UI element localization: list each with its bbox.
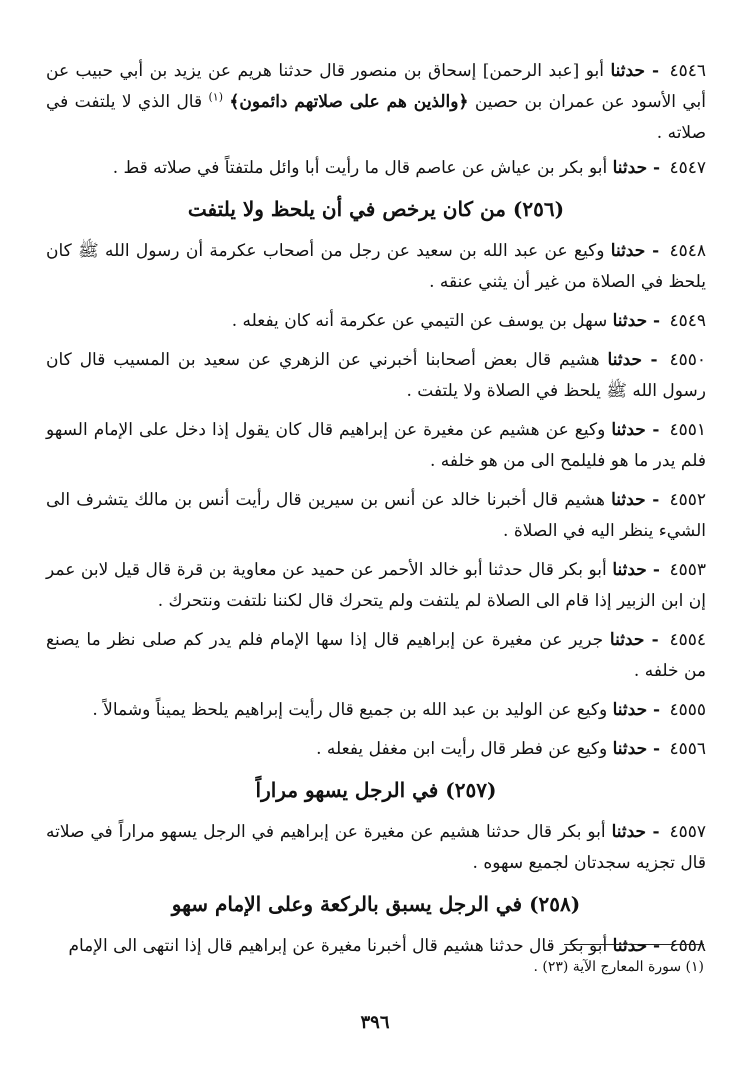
hadith-4549 bbox=[46, 306, 706, 337]
chapter-heading-256: (٢٥٦) من كان يرخص في أن يلحظ ولا يلتفت bbox=[187, 197, 565, 221]
hadith-4552 bbox=[46, 485, 706, 547]
hadith-text: وكيع عن هشيم عن مغيرة عن إبراهيم قال كان يقول إذا دخل على الإمام السهو فلم يدر ما هو فليلمح الى من هو خلفه . bbox=[46, 420, 706, 471]
hadith-lead: - حدثنا bbox=[610, 241, 660, 261]
hadith-number: ٤٥٥٢ bbox=[669, 490, 707, 510]
hadith-number: ٤٥٥٤ bbox=[669, 630, 707, 650]
footnote-divider bbox=[564, 944, 704, 945]
hadith-lead: - حدثنا bbox=[612, 739, 661, 759]
footnote-ref[interactable]: (١) bbox=[208, 90, 224, 104]
hadith-text: هشيم قال بعض أصحابنا أخبرني عن الزهري عن سعيد بن المسيب قال كان رسول الله ﷺ يلحظ في الصلاة ولا يلتفت . bbox=[46, 350, 706, 401]
hadith-number: ٤٥٥٣ bbox=[669, 560, 707, 580]
hadith-number: ٤٥٤٨ bbox=[669, 241, 707, 261]
hadith-lead: - حدثنا bbox=[610, 61, 659, 81]
hadith-lead: - حدثنا bbox=[612, 560, 660, 580]
hadith-text: جرير عن مغيرة عن إبراهيم قال إذا سها الإمام فلم يدر كم صلى نظر ما يصنع من خلفه . bbox=[46, 630, 706, 681]
hadith-text: وكيع عن فطر قال رأيت ابن مغفل يفعله . bbox=[316, 739, 608, 759]
hadith-number: ٤٥٤٩ bbox=[669, 311, 706, 331]
hadith-text: أبو بكر قال حدثنا هشيم قال أخبرنا مغيرة عن إبراهيم قال إذا انتهى الى الإمام bbox=[68, 936, 608, 956]
hadith-4547 bbox=[46, 153, 706, 184]
hadith-number: ٤٥٥٠ bbox=[669, 350, 706, 370]
hadith-lead: - حدثنا bbox=[609, 630, 659, 650]
hadith-text: قال الذي لا يلتفت في صلاته . bbox=[46, 92, 706, 143]
chapter-heading-257: (٢٥٧) في الرجل يسهو مراراً bbox=[255, 778, 497, 802]
hadith-text: وكيع عن الوليد بن عبد الله بن جميع قال رأيت إبراهيم يلحظ يميناً وشمالاً . bbox=[92, 700, 608, 720]
hadith-lead: - حدثنا bbox=[607, 350, 658, 370]
page-body bbox=[46, 56, 706, 970]
hadith-4553 bbox=[46, 555, 706, 617]
hadith-4550 bbox=[46, 345, 706, 407]
hadith-lead: - حدثنا bbox=[611, 420, 660, 440]
hadith-4557 bbox=[46, 817, 706, 879]
hadith-4548 bbox=[46, 236, 706, 298]
hadith-4546 bbox=[46, 56, 706, 149]
hadith-number: ٤٥٥٨ bbox=[669, 936, 706, 956]
hadith-number: ٤٥٤٦ bbox=[669, 61, 707, 81]
footnote: (١) سورة المعارج الآية (٢٣) . bbox=[533, 959, 704, 975]
hadith-text: أبو [عبد الرحمن] إسحاق بن منصور قال حدثنا هريم عن يزيد بن أبي حبيب عن أبي الأسود عن عمران بن حصين bbox=[46, 61, 707, 112]
hadith-lead: - حدثنا bbox=[611, 490, 660, 510]
hadith-number: ٤٥٥٧ bbox=[669, 822, 707, 842]
page-number: ٣٩٦ bbox=[360, 1012, 390, 1033]
chapter-heading-258: (٢٥٨) في الرجل يسبق بالركعة وعلى الإمام سهو bbox=[171, 892, 581, 916]
hadith-lead: - حدثنا bbox=[612, 700, 661, 720]
hadith-number: ٤٥٥٥ bbox=[669, 700, 706, 720]
hadith-lead: - حدثنا bbox=[612, 158, 661, 178]
hadith-lead: - حدثنا bbox=[612, 311, 661, 331]
quran-quote: ﴿والذين هم على صلاتهم دائمون﴾ bbox=[229, 92, 469, 112]
hadith-4555 bbox=[46, 695, 706, 726]
hadith-text: هشيم قال أخبرنا خالد عن أنس بن سيرين قال رأيت أنس بن مالك يتشرف الى الشيء ينظر اليه في الصلاة . bbox=[46, 490, 706, 541]
hadith-text: أبو بكر قال حدثنا أبو خالد الأحمر عن حميد عن معاوية بن قرة قال قيل لابن عمر إن ابن الزبير إذا قام الى الصلاة لم يلتفت ولم يتحرك قال لكننا نلتفت ونتحرك . bbox=[46, 560, 706, 611]
hadith-4551 bbox=[46, 415, 706, 477]
hadith-number: ٤٥٥٦ bbox=[669, 739, 706, 759]
hadith-lead: - حدثنا bbox=[611, 822, 660, 842]
hadith-text: أبو بكر قال حدثنا هشيم عن مغيرة عن إبراهيم في الرجل يسهو مراراً في صلاته قال تجزيه سجدتان لجميع سهوه . bbox=[46, 822, 706, 873]
hadith-text: وكيع عن عبد الله بن سعيد عن رجل من أصحاب عكرمة أن رسول الله ﷺ كان يلحظ في الصلاة من غير أن يثني عنقه . bbox=[46, 241, 706, 292]
hadith-lead: - حدثنا bbox=[612, 936, 661, 956]
hadith-text: سهل بن يوسف عن التيمي عن عكرمة أنه كان يفعله . bbox=[231, 311, 608, 331]
hadith-4556 bbox=[46, 734, 706, 765]
hadith-number: ٤٥٥١ bbox=[669, 420, 707, 440]
hadith-number: ٤٥٤٧ bbox=[669, 158, 706, 178]
hadith-text: أبو بكر بن عياش عن عاصم قال ما رأيت أبا وائل ملتفتاً في صلاته قط . bbox=[112, 158, 608, 178]
hadith-4554 bbox=[46, 625, 706, 687]
